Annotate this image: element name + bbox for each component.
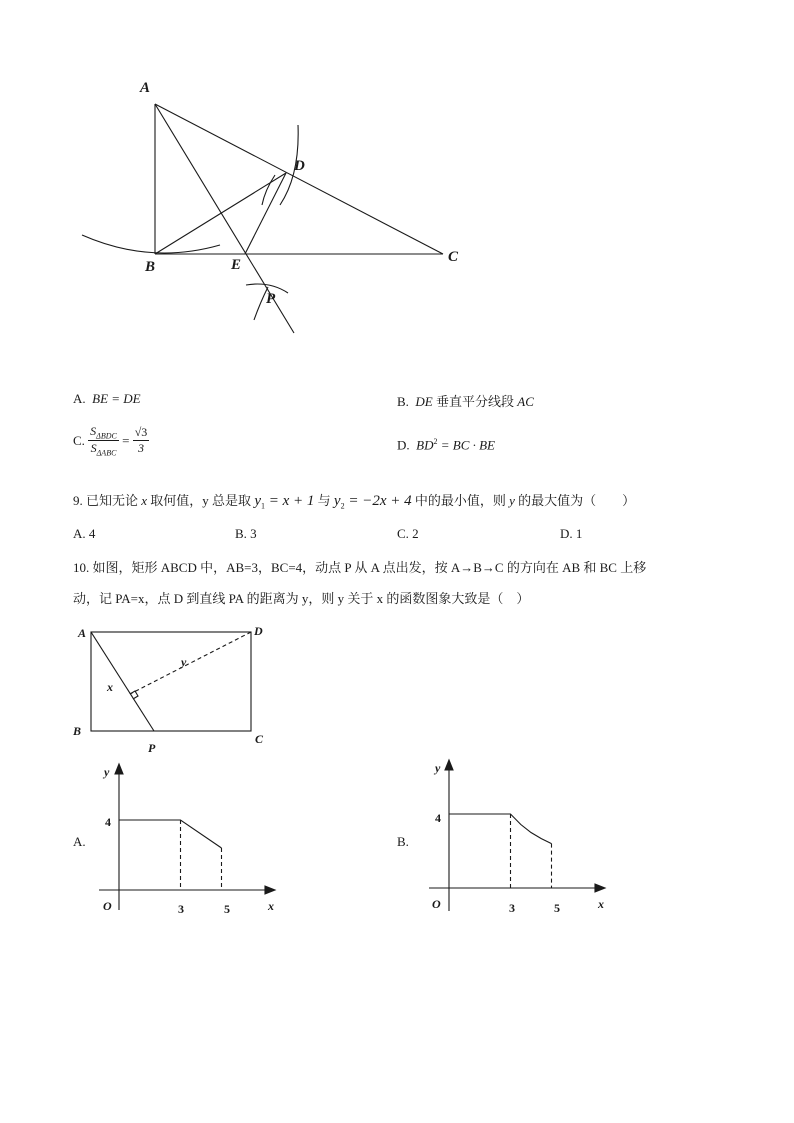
q9-var-x: x	[141, 493, 148, 508]
q9-text: 与	[314, 493, 334, 508]
rect-label-A: A	[78, 626, 87, 640]
segment-AP	[91, 632, 154, 731]
option-letter: B.	[397, 394, 409, 409]
rectangle-ABCD	[91, 632, 251, 731]
x-axis-arrow	[595, 884, 605, 892]
graph-A-ytick-4: 4	[105, 815, 111, 829]
fraction-numerator: S	[90, 424, 97, 438]
graph-A-xlabel: x	[268, 899, 274, 913]
option-letter: D.	[397, 437, 410, 453]
q8-option-B	[397, 391, 534, 410]
option-B-segment-AC: AC	[517, 394, 534, 409]
question-9	[73, 490, 635, 511]
option-B-segment-DE: DE	[415, 394, 433, 409]
q9-y2-sub: 2	[340, 501, 345, 511]
equals-sign: =	[118, 432, 133, 448]
y-axis-arrow	[445, 760, 453, 770]
q9-text: 9. 已知无论	[73, 493, 142, 508]
point-label-A: A	[140, 80, 151, 96]
construction-arc-large	[82, 235, 220, 253]
q9-y1-rhs: = x + 1	[264, 493, 315, 509]
q9-y2-rhs: = −2x + 4	[344, 493, 412, 509]
graph-A-option-label: A.	[73, 834, 86, 849]
graph-B-ylabel: y	[435, 761, 441, 775]
rect-label-y: y	[181, 655, 187, 669]
rect-label-C: C	[255, 732, 264, 746]
option-letter: A.	[73, 391, 86, 406]
q9-option-D: D. 1	[560, 526, 583, 541]
point-label-P: P	[266, 291, 276, 307]
q8-option-A	[73, 391, 141, 407]
option-D-expression-rest: = BC · BE	[437, 437, 496, 453]
graph-A-origin: O	[103, 899, 112, 913]
option-letter: C.	[73, 432, 85, 448]
q8-option-C	[73, 424, 149, 458]
graph-A-xtick-3: 3	[178, 902, 184, 916]
fraction-numerator-sub: ΔBDC	[96, 431, 117, 441]
rect-label-B: B	[73, 724, 82, 738]
graph-A	[95, 760, 285, 920]
graph-B-xlabel: x	[598, 897, 604, 911]
q8-option-D	[397, 437, 495, 453]
rect-label-P: P	[148, 741, 156, 755]
q9-option-C: C. 2	[397, 526, 419, 541]
point-label-E: E	[231, 257, 242, 273]
option-D-expression: BD	[416, 437, 434, 453]
graph-A-curve	[119, 820, 222, 848]
rect-label-D: D	[254, 624, 263, 638]
graph-B-option-label: B.	[397, 834, 409, 849]
graph-B	[425, 756, 615, 916]
q9-option-B: B. 3	[235, 526, 257, 541]
rectangle-figure	[70, 620, 280, 760]
q9-var-y: y	[509, 493, 515, 508]
option-A-expression: BE = DE	[92, 391, 141, 406]
fraction-denominator-sub: ΔABC	[96, 448, 117, 458]
perpendicular-D-to-AP	[130, 632, 251, 694]
fraction-denominator: 3	[138, 441, 145, 456]
sqrt3-over-3-fraction	[133, 425, 150, 456]
fraction-denominator: S	[90, 441, 97, 456]
construction-arc-small-D	[262, 175, 275, 205]
graph-B-curve	[449, 814, 552, 844]
graph-B-ytick-4: 4	[435, 811, 441, 825]
question-10-line-1: 10. 如图，矩形 ABCD 中，AB=3，BC=4，动点 P 从 A 点出发，按 A→B→C 的方向在 AB 和 BC 上移	[73, 560, 647, 575]
segment-BD	[155, 173, 286, 254]
option-B-text: 垂直平分线段	[432, 394, 518, 409]
point-label-D: D	[294, 158, 305, 174]
q9-y1-sub: 1	[260, 501, 265, 511]
q9-y1: y	[254, 493, 261, 509]
graph-A-ylabel: y	[104, 765, 110, 779]
rect-label-x: x	[107, 680, 113, 694]
graph-B-origin: O	[432, 897, 441, 911]
y-axis-arrow	[115, 764, 123, 774]
q9-text: 取何值，y 总是取	[147, 493, 255, 508]
q9-text: 中的最小值，则	[411, 493, 510, 508]
fraction-numerator: √3	[134, 425, 148, 440]
segment-AC	[155, 104, 443, 254]
q9-y2: y	[333, 493, 341, 509]
point-label-C: C	[448, 249, 459, 265]
x-axis-arrow	[265, 886, 275, 894]
point-label-B: B	[145, 259, 156, 275]
exponent: 2	[433, 437, 438, 446]
q9-option-A: A. 4	[73, 526, 96, 541]
q9-text: 的最大值为（ ）	[514, 493, 636, 508]
area-ratio-fraction	[88, 424, 119, 458]
question-10-line-2: 动，记 PA=x，点 D 到直线 PA 的距离为 y，则 y 关于 x 的函数图象大致是（ ）	[73, 591, 530, 606]
graph-B-xtick-3: 3	[509, 901, 515, 915]
graph-B-xtick-5: 5	[554, 901, 560, 915]
graph-A-xtick-5: 5	[224, 902, 230, 916]
